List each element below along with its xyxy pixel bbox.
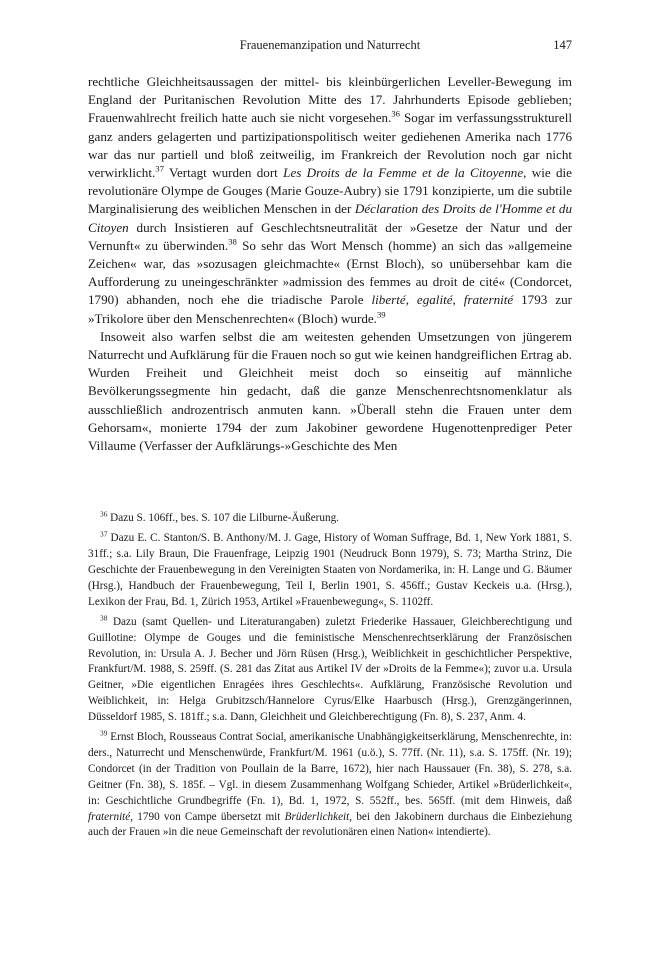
text-run: , wie die revolutionäre Olympe de Gouges (Marie Gouze-Aubry) sie 1791 konzipierte, um die subtile Marginalisierung des weiblichen Menschen in der [88,165,572,217]
book-page [88,38,572,845]
footnote-ref-36: 36 [391,109,400,120]
paragraph-2: Insoweit also warfen selbst die am weitesten gehenden Umsetzungen von jüngerem Naturrecht und Aufklärung für die Frauen noch so gut wie keinen handgreiflichen Ertrag ab. Wurden Freiheit und Gleichheit meist doch so einseitig auf männliche Bevölkerungssegmente hin gedacht, daß die ganze Menschenrechtsnomenklatur als ausschließlich androzentrisch anmuten kann. »Überall stehn die Frauen unter dem Gehorsam«, monierte 1794 der zum Jakobiner gewordene Hugenottenprediger Peter Villaume (Verfasser der Aufklärungs-»Geschichte des Men [88,328,572,454]
footnote-38 [88,612,572,726]
footnote-number: 36 [100,509,108,519]
footnote-text: Dazu S. 106ff., bes. S. 107 die Lilburne-Äußerung. [107,512,339,525]
footnote-39 [88,730,572,841]
footnote-number: 39 [100,728,108,738]
paragraph-1 [88,73,572,328]
text-run: durch Insistieren auf Geschlechtsneutralität der »Gesetze der Natur und der Vernunft« zu überwinden. [88,219,572,253]
footnotes [88,511,572,841]
text-run: 1793 zur »Trikolore über den Menschenrechten« (Bloch) wurde. [88,292,572,326]
running-title: Frauenemanzipation und Naturrecht [239,38,421,52]
footnote-text: , bei den Jakobinern durchaus die Einbeziehung auch der Frauen »in die neue Gemeinschaft der revolutionären einen Nation« intendierte). [88,810,572,839]
text-run: So sehr das Wort Mensch (homme) an sich das »allgemeine Zeichen« war, das »sozusagen gleichmachte« (Ernst Bloch), so unübersehbar kam die Aufforderung zu uneingeschränkter »admission des femmes au droit de cité« (Condorcet, 1790) abhanden, noch ehe die triadische Parole [88,237,572,308]
work-title-droits-femme: Les Droits de la Femme et de la Citoyenne [283,165,524,181]
term-fraternite: fraternité [88,810,131,823]
text-run: Sogar im verfassungsstrukturell ganz anders gelagerten und partizipationspolitisch weiter gediehenen Amerika nach 1776 war das nur partiell und bloß zeitweilig, im Frankreich der Revolution noch gar nicht verwirklicht. [88,110,572,181]
footnote-36 [88,511,572,527]
page-number: 147 [553,38,572,52]
footnote-37 [88,531,572,611]
footnote-ref-37: 37 [155,163,164,174]
footnote-text: Ernst Bloch, Rousseaus Contrat Social, amerikanische Unabhängigkeitserklärung, Menschenrechte, in: ders., Naturrecht und Menschenwürde, Frankfurt/M. 1961 (u.ö.), S. 77ff. (Nr. 11), s.a. S. 175ff. (Nr. 19); Condorcet (in der Tradition von Poullain de la Barre, 1672), hier nach Haussauer (Fn. 38), S. 278, s.a. Geitner (Fn. 38), S. 185f. – Vgl. in diesem Zusammenhang Wolfgang Schieder, Artikel »Brüderlichkeit«, in: Geschichtliche Grundbegriffe (Fn. 1), Bd. 1, 1972, S. 552ff., bes. 565ff. (mit dem Hinweis, daß [88,731,572,807]
body-text [88,73,572,455]
footnote-number: 38 [100,612,108,622]
footnote-text: Dazu (samt Quellen- und Literaturangaben) zuletzt Friederike Hassauer, Gleichberechtigung und Guillotine: Olympe de Gouges und die feministische Menschenrechtserklärung der Französischen Revolution, in: Ursula A. J. Becher und Jörn Rüsen (Hrsg.), Weiblichkeit in geschichtlicher Perspektive, Frankfurt/M. 1988, S. 259ff. (S. 281 das Zitat aus Artikel IV der »Droits de la Femme«); zuvor u.a. Ursula Geitner, »Die eigentlichen Enragées ihres Geschlechts«. Aufklärung, Französische Revolution und Weiblichkeit, in: Helga Grubitzsch/Hannelore Cyrus/Elke Haarbusch (Hrsg.), Grenzgängerinnen, Düsseldorf 1985, S. 181ff.; s.a. Dann, Gleichheit und Gleichberechtigung (Fn. 8), S. 237, Anm. 4. [88,615,572,724]
text-run: Vertagt wurden dort [163,165,284,181]
footnote-text: Dazu E. C. Stanton/S. B. Anthony/M. J. Gage, History of Woman Suffrage, Bd. 1, New York 1881, S. 31ff.; s.a. Lily Braun, Die Frauenfrage, Leipzig 1901 (Neudruck Bonn 1979), S. 73; Martha Strinz, Die Geschichte der Frauenbewegung in den Vereinigten Staaten von Nordamerika, in: H. Lange und G. Bäumer (Hrsg.), Handbuch der Frauenbewegung, Teil I, Berlin 1901, S. 456ff.; Gustav Keckeis u.a. (Hrsg.), Lexikon der Frau, Bd. 1, Zürich 1953, Artikel »Frauenbewegung«, S. 1102ff. [88,532,572,608]
term-bruederlichkeit: Brüderlichkeit [284,810,350,823]
text-run: rechtliche Gleichheitsaussagen der mittel- bis kleinbürgerlichen Leveller-Bewegung im England der Puritanischen Revolution Mitte des 17. Jahrhunderts Episode geblieben; Frauenwahlrecht freilich hatte auch sie nicht vorgesehen. [88,74,572,126]
footnote-ref-38: 38 [228,236,237,247]
footnote-ref-39: 39 [376,309,386,320]
motto-liberte: liberté, egalité, fraternité [371,292,514,308]
footnote-text: , 1790 von Campe übersetzt mit [130,810,285,823]
footnote-number: 37 [100,529,108,539]
running-header [88,38,572,60]
work-title-declaration: Déclaration des Droits de l'Homme et du Citoyen [88,201,572,235]
